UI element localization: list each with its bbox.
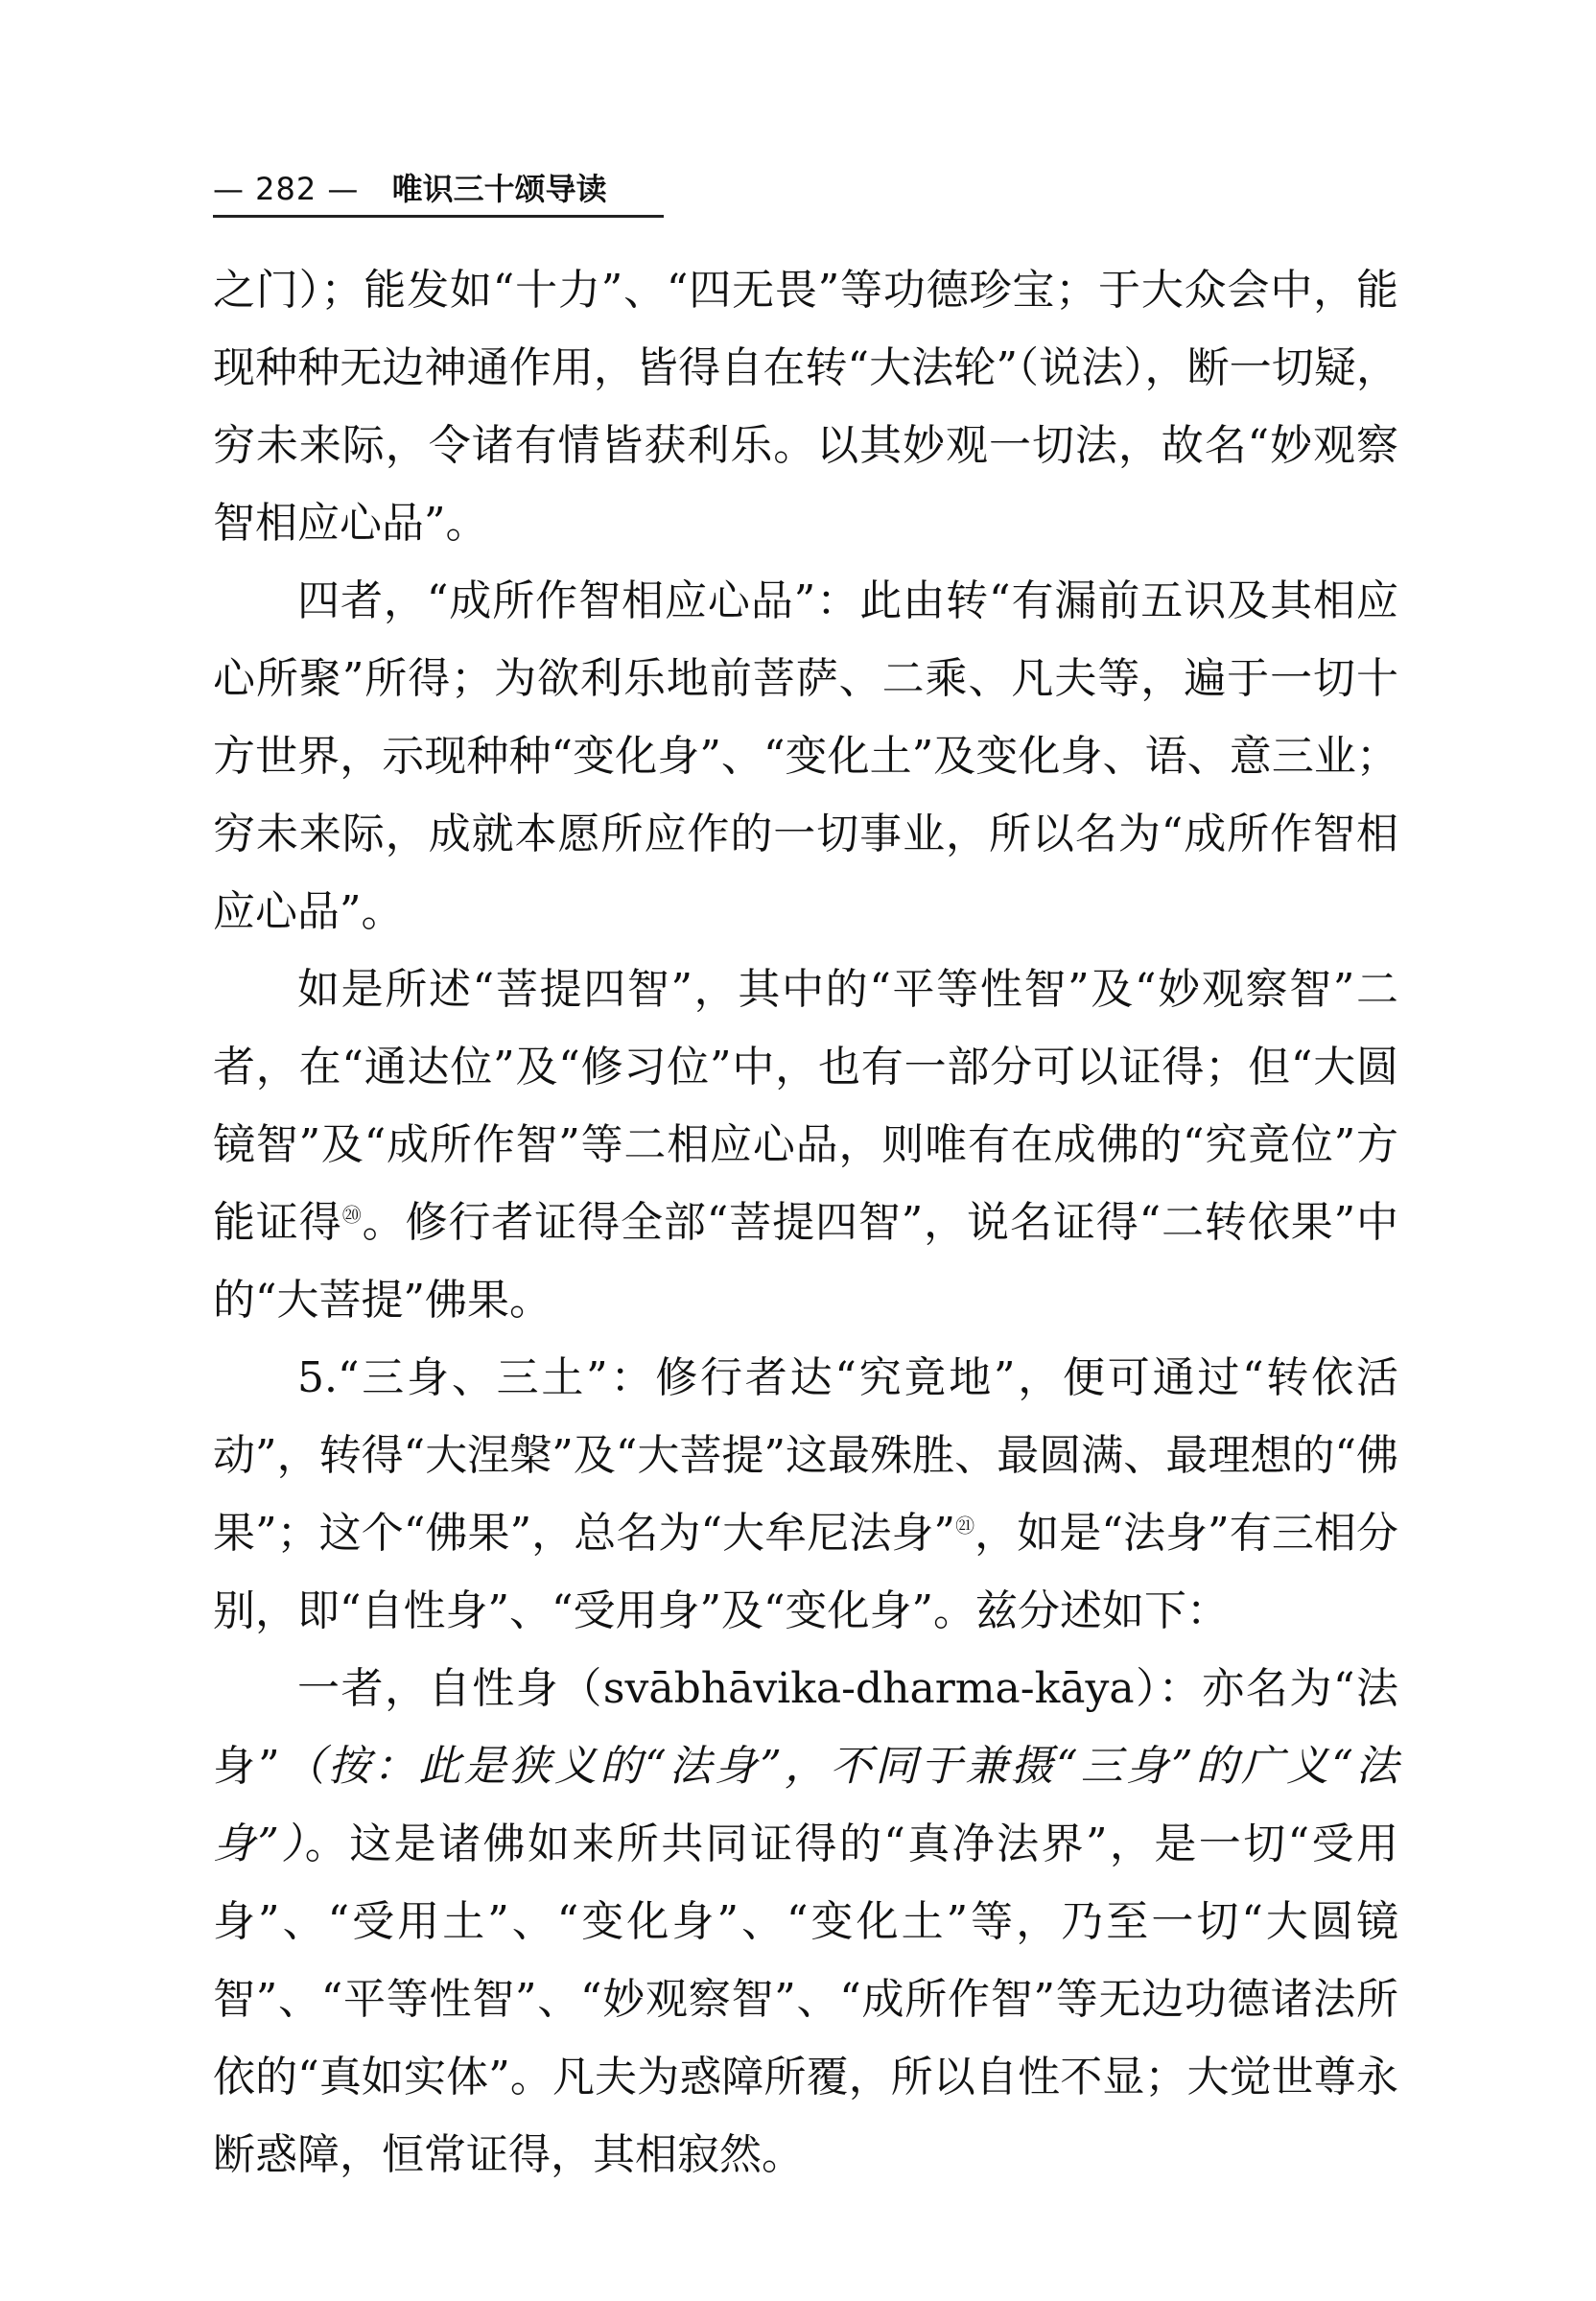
- footnote-ref-20: ⑳: [341, 1203, 363, 1227]
- paragraph-1: 之门）；能发如“十力”、“四无畏”等功德珍宝；于大众会中，能现种种无边神通作用，皆得自在转“大法轮”（说法），断一切疑，穷未来际，令诸有情皆获利乐。以其妙观一切法，故名“妙观察智相应心品”。: [213, 266, 1398, 548]
- page-header: [213, 163, 664, 218]
- page-number: — 282 —: [213, 171, 360, 207]
- paragraph-4: [213, 1339, 1398, 1650]
- paragraph-4-text-b: ，如是“法身”有三相分别，即“自性身”、“受用身”及“变化身”。兹分述如下：: [213, 1509, 1398, 1635]
- paragraph-5-text-b: 。这是诸佛如来所共同证得的“真净法界”，是一切“受用身”、“受用土”、“变化身”、“变化土”等，乃至一切“大圆镜智”、“平等性智”、“妙观察智”、“成所作智”等无边功德诸法所依的“真如实体”。凡夫为惑障所覆，所以自性不显；大觉世尊永断惑障，恒常证得，其相寂然。: [213, 1820, 1399, 2179]
- paragraph-5: [213, 1650, 1398, 2194]
- paragraph-3-text-b: 。修行者证得全部“菩提四智”，说名证得“二转依果”中的“大菩提”佛果。: [213, 1198, 1399, 1325]
- body-text: [213, 251, 1398, 2194]
- paragraph-4-text-a: 5.“三身、三土”：修行者达“究竟地”，便可通过“转依活动”，转得“大涅槃”及“大菩提”这最殊胜、最圆满、最理想的“佛果”；这个“佛果”，总名为“大牟尼法身”: [213, 1353, 1398, 1558]
- paragraph-3: [213, 951, 1398, 1339]
- book-title: 唯识三十颂导读: [391, 171, 607, 207]
- footnote-ref-21: ㉑: [954, 1514, 975, 1538]
- paragraph-5-text-a: 一者，自性身（svābhāvika-dharma-kāya）：亦名为“法身”: [213, 1664, 1398, 1791]
- inline-note: （按：此是狭义的“法身”，不同于兼摄“三身”的广义“法身”）: [213, 1742, 1399, 1868]
- paragraph-2: 四者，“成所作智相应心品”：此由转“有漏前五识及其相应心所聚”所得；为欲利乐地前菩萨、二乘、凡夫等，遍于一切十方世界，示现种种“变化身”、“变化土”及变化身、语、意三业；穷未来际，成就本愿所应作的一切事业，所以名为“成所作智相应心品”。: [213, 576, 1398, 936]
- paragraph-3-text-a: 如是所述“菩提四智”，其中的“平等性智”及“妙观察智”二者，在“通达位”及“修习位”中，也有一部分可以证得；但“大圆镜智”及“成所作智”等二相应心品，则唯有在成佛的“究竟位”方能证得: [213, 965, 1398, 1247]
